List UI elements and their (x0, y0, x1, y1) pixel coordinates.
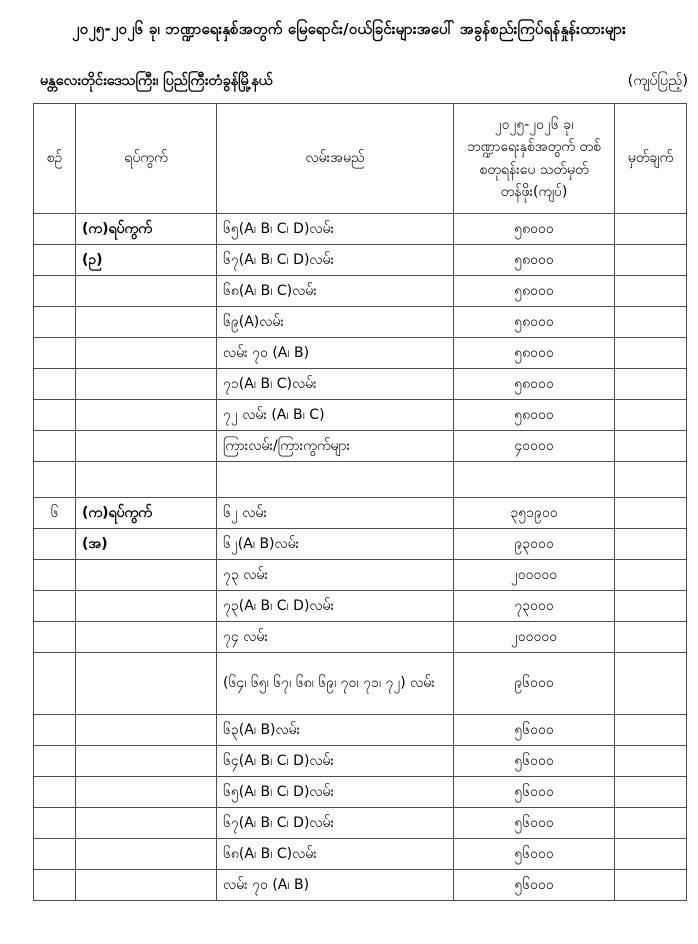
cell-ward: (က)ရပ်ကွက် (76, 214, 217, 245)
header-remark: မှတ်ချက် (615, 104, 687, 214)
cell-street: ၆၇(A၊ B၊ C၊ D)လမ်း (217, 808, 454, 839)
cell-remark (615, 462, 687, 498)
cell-serial (34, 622, 76, 653)
cell-remark (615, 431, 687, 462)
cell-serial (34, 653, 76, 715)
cell-serial (34, 529, 76, 560)
table-row (34, 338, 687, 369)
cell-serial (34, 560, 76, 591)
cell-street: ၆၅(A၊ B၊ C၊ D)လမ်း (217, 777, 454, 808)
cell-value: ၅၆၀၀၀ (454, 746, 615, 777)
cell-serial (34, 431, 76, 462)
cell-serial (34, 214, 76, 245)
table-row (34, 529, 687, 560)
cell-value: ၅၈၀၀၀ (454, 245, 615, 276)
table-row (34, 560, 687, 591)
table-row (34, 746, 687, 777)
cell-serial (34, 245, 76, 276)
cell-value: ၉၆၀၀၀ (454, 653, 615, 715)
cell-value: ၅၆၀၀၀ (454, 808, 615, 839)
table-row (34, 653, 687, 715)
cell-value: ၉၃၀၀၀ (454, 529, 615, 560)
cell-ward: (ဉ) (76, 245, 217, 276)
cell-remark (615, 498, 687, 529)
table-body (34, 214, 687, 901)
cell-ward (76, 276, 217, 307)
header-ward: ရပ်ကွက် (76, 104, 217, 214)
cell-serial (34, 839, 76, 870)
cell-serial (34, 338, 76, 369)
table-row (34, 808, 687, 839)
cell-remark (615, 653, 687, 715)
header-value-per-sqft: ၂၀၂၅-၂၀၂၆ ခု၊ ဘဏ္ဍာရေးနှစ်အတွက် တစ်စတုရန်းပေ သတ်မှတ်တန်ဖိုး(ကျပ်) (454, 104, 615, 214)
table-row (34, 431, 687, 462)
cell-remark (615, 369, 687, 400)
table-header (34, 104, 687, 214)
cell-ward (76, 622, 217, 653)
cell-remark (615, 839, 687, 870)
cell-remark (615, 338, 687, 369)
cell-value: ၂၀၀၀၀၀ (454, 622, 615, 653)
table-row (34, 245, 687, 276)
cell-street: ၇၃(A၊ B၊ C၊ D)လမ်း (217, 591, 454, 622)
cell-serial (34, 276, 76, 307)
cell-remark (615, 560, 687, 591)
cell-remark (615, 400, 687, 431)
cell-street: ၆၂ လမ်း (217, 498, 454, 529)
cell-street: ၆၂(A၊ B)လမ်း (217, 529, 454, 560)
cell-ward (76, 369, 217, 400)
cell-ward (76, 777, 217, 808)
cell-remark (615, 591, 687, 622)
cell-value (454, 462, 615, 498)
cell-value: ၂၀၀၀၀၀ (454, 560, 615, 591)
cell-serial (34, 746, 76, 777)
cell-street (217, 462, 454, 498)
cell-ward: (အ) (76, 529, 217, 560)
cell-remark (615, 715, 687, 746)
table-row (34, 400, 687, 431)
cell-street: ၆၈(A၊ B၊ C)လမ်း (217, 276, 454, 307)
cell-ward (76, 653, 217, 715)
header-row (34, 104, 687, 214)
cell-ward (76, 462, 217, 498)
cell-ward (76, 839, 217, 870)
cell-remark (615, 622, 687, 653)
cell-ward (76, 307, 217, 338)
cell-street: ၇၂ လမ်း (A၊ B၊ C) (217, 400, 454, 431)
cell-value: ၅၆၀၀၀ (454, 870, 615, 901)
cell-ward (76, 808, 217, 839)
cell-value: ၅၈၀၀၀ (454, 214, 615, 245)
cell-street: ၇၄ လမ်း (217, 622, 454, 653)
cell-value: ၅၆၀၀၀ (454, 777, 615, 808)
cell-ward (76, 431, 217, 462)
cell-ward (76, 591, 217, 622)
cell-value: ၄၀၀၀၀ (454, 431, 615, 462)
table-row (34, 777, 687, 808)
cell-street: လမ်း ၇၀ (A၊ B) (217, 870, 454, 901)
cell-ward (76, 715, 217, 746)
cell-serial (34, 777, 76, 808)
cell-ward (76, 870, 217, 901)
cell-remark (615, 529, 687, 560)
cell-street: ၇၃ လမ်း (217, 560, 454, 591)
table-row-spacer (34, 462, 687, 498)
cell-remark (615, 214, 687, 245)
table-row (34, 369, 687, 400)
page-title: ၂၀၂၅-၂၀၂၆ ခု၊ ဘဏ္ဍာရေးနှစ်အတွက် မြေရောင်း/ဝယ်ခြင်းများအပေါ် အခွန်စည်းကြပ်ရန်နှုန်းထားများ (72, 20, 626, 38)
cell-serial: ၆ (34, 498, 76, 529)
cell-serial (34, 808, 76, 839)
cell-serial (34, 715, 76, 746)
table-row (34, 591, 687, 622)
cell-ward (76, 746, 217, 777)
header-street-name: လမ်းအမည် (217, 104, 454, 214)
cell-value: ၅၆၀၀၀ (454, 715, 615, 746)
cell-street: ၆၄(A၊ B၊ C၊ D)လမ်း (217, 746, 454, 777)
table-row (34, 870, 687, 901)
table-row (34, 276, 687, 307)
region-township-label: မန္တလေးတိုင်းဒေသကြီး၊ ပြည်ကြီးတံခွန်မြို့နယ် (40, 73, 273, 89)
table-row (34, 307, 687, 338)
cell-remark (615, 276, 687, 307)
cell-street: ၆၇(A၊ B၊ C၊ D)လမ်း (217, 245, 454, 276)
cell-serial (34, 307, 76, 338)
cell-value: ၅၆၀၀၀ (454, 839, 615, 870)
cell-street: (၆၄၊ ၆၅၊ ၆၇၊ ၆၈၊ ၆၉၊ ၇၀၊ ၇၁၊ ၇၂) လမ်း (217, 653, 454, 715)
cell-remark (615, 746, 687, 777)
cell-ward (76, 560, 217, 591)
cell-street: ကြားလမ်း/ကြားကွက်များ (217, 431, 454, 462)
cell-street: ၆၃(A၊ B)လမ်း (217, 715, 454, 746)
cell-value: ၅၈၀၀၀ (454, 400, 615, 431)
cell-value: ၅၈၀၀၀ (454, 276, 615, 307)
currency-unit-note: (ကျပ်ပြည့်) (627, 73, 688, 89)
table-row (34, 622, 687, 653)
cell-ward (76, 338, 217, 369)
cell-serial (34, 462, 76, 498)
cell-ward: (က)ရပ်ကွက် (76, 498, 217, 529)
table-row (34, 715, 687, 746)
cell-value: ၅၈၀၀၀ (454, 338, 615, 369)
table-row (34, 498, 687, 529)
cell-remark (615, 808, 687, 839)
cell-value: ၅၈၀၀၀ (454, 307, 615, 338)
cell-remark (615, 307, 687, 338)
cell-value: ၅၈၀၀၀ (454, 369, 615, 400)
cell-street: ၆၅(A၊ B၊ C၊ D)လမ်း (217, 214, 454, 245)
cell-street: ၆၉(A)လမ်း (217, 307, 454, 338)
cell-ward (76, 400, 217, 431)
cell-value: ၇၃၀၀၀ (454, 591, 615, 622)
cell-street: လမ်း ၇၀ (A၊ B) (217, 338, 454, 369)
cell-serial (34, 400, 76, 431)
sub-header (40, 72, 688, 93)
cell-serial (34, 369, 76, 400)
table-row (34, 839, 687, 870)
cell-street: ၆၈(A၊ B၊ C)လမ်း (217, 839, 454, 870)
cell-street: ၇၁(A၊ B၊ C)လမ်း (217, 369, 454, 400)
cell-serial (34, 591, 76, 622)
header-serial: စဉ် (34, 104, 76, 214)
cell-value: ၃၅၁၉၀၀ (454, 498, 615, 529)
tax-rate-table (33, 103, 687, 901)
cell-remark (615, 870, 687, 901)
table-row (34, 214, 687, 245)
cell-serial (34, 870, 76, 901)
cell-remark (615, 245, 687, 276)
cell-remark (615, 777, 687, 808)
